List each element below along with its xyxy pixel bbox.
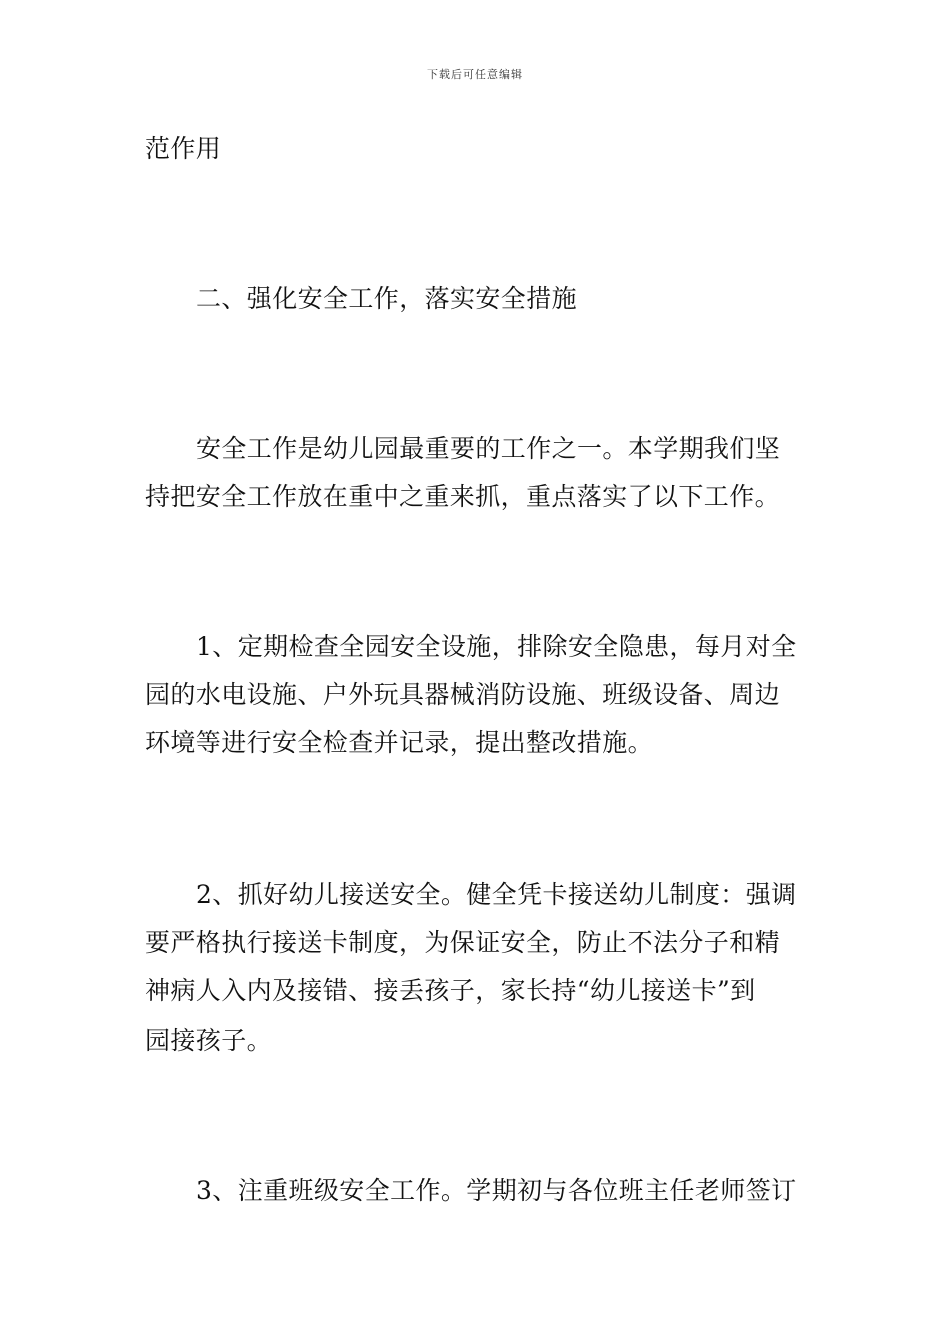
paragraph-line: 持把安全工作放在重中之重来抓，重点落实了以下工作。 [145,482,781,511]
list-item-line: 神病人入内及接错、接丢孩子，家长持“幼儿接送卡”到 [145,976,756,1005]
list-item-line: 1、定期检查全园安全设施，排除安全隐患，每月对全 [196,632,797,661]
list-item-line: 园的水电设施、户外玩具器械消防设施、班级设备、周边 [145,680,781,709]
section-heading: 二、强化安全工作，落实安全措施 [196,284,578,313]
list-item-line: 要严格执行接送卡制度，为保证安全，防止不法分子和精 [145,928,781,957]
text-line: 范作用 [145,134,222,163]
paragraph-line: 安全工作是幼儿园最重要的工作之一。本学期我们坚 [196,434,781,463]
page-header: 下载后可任意编辑 [427,68,523,81]
list-item-line: 2、抓好幼儿接送安全。健全凭卡接送幼儿制度：强调 [196,880,797,909]
list-item-line: 园接孩子。 [145,1026,273,1055]
list-item-line: 3、注重班级安全工作。学期初与各位班主任老师签订 [196,1176,797,1205]
list-item-line: 环境等进行安全检查并记录，提出整改措施。 [145,728,654,757]
